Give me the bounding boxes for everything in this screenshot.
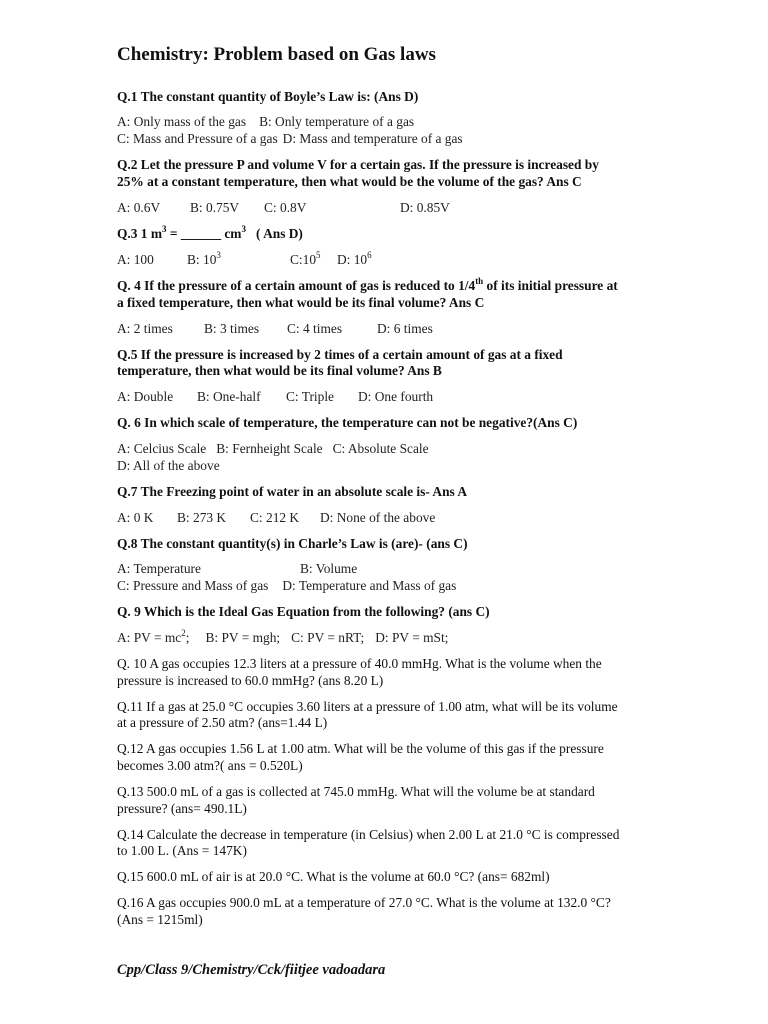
- question-11-line-1: Q.11 If a gas at 25.0 °C occupies 3.60 liters at a pressure of 1.00 atm, what will be its volume: [117, 699, 618, 714]
- question-6: Q. 6 In which scale of temperature, the temperature can not be negative?(Ans C): [117, 415, 578, 430]
- q4-text-b: of its initial pressure at: [483, 278, 618, 293]
- q1-option-d: D: Mass and temperature of a gas: [282, 131, 463, 146]
- q1-option-a: A: Only mass of the gas: [117, 114, 247, 129]
- q9-option-b: B: PV = mgh;: [205, 630, 281, 645]
- question-9: Q. 9 Which is the Ideal Gas Equation from the following? (ans C): [117, 604, 490, 619]
- q4-option-d: D: 6 times: [377, 321, 433, 336]
- question-5-line-1: Q.5 If the pressure is increased by 2 times of a certain amount of gas at a fixed: [117, 347, 563, 362]
- question-12-line-1: Q.12 A gas occupies 1.56 L at 1.00 atm. What will be the volume of this gas if the pressure: [117, 741, 604, 756]
- question-13-line-1: Q.13 500.0 mL of a gas is collected at 745.0 mmHg. What will the volume be at standard: [117, 784, 595, 799]
- q6-option-b: B: Fernheight Scale: [216, 441, 323, 456]
- q4-option-b: B: 3 times: [204, 321, 260, 336]
- q3-option-c: [290, 251, 321, 268]
- q7-option-a: A: 0 K: [117, 510, 154, 525]
- q3-option-d-exp: 6: [367, 249, 372, 260]
- q7-option-d: D: None of the above: [320, 510, 436, 525]
- q5-option-b: B: One-half: [197, 389, 261, 404]
- q9-option-a-exp: 2: [181, 627, 186, 638]
- q5-option-c: C: Triple: [286, 389, 335, 404]
- question-12-line-2: becomes 3.00 atm?( ans = 0.520L): [117, 758, 303, 773]
- q5-option-d: D: One fourth: [358, 389, 434, 404]
- q8-option-b: B: Volume: [300, 561, 358, 576]
- question-5-line-2: temperature, then what would be its final volume? Ans B: [117, 363, 442, 378]
- page-title: Chemistry: Problem based on Gas laws: [117, 44, 436, 65]
- q4-text-a: Q. 4 If the pressure of a certain amount of gas is reduced to 1/4: [117, 278, 476, 293]
- q1-option-c: C: Mass and Pressure of a gas: [117, 131, 278, 146]
- question-14-line-1: Q.14 Calculate the decrease in temperature (in Celsius) when 2.00 L at 21.0 °C is compressed: [117, 827, 620, 842]
- q2-option-d: D: 0.85V: [400, 200, 450, 215]
- question-4-line-1: [117, 277, 618, 294]
- question-16-line-2: (Ans = 1215ml): [117, 912, 203, 927]
- q3-answer: ( Ans D): [245, 226, 303, 241]
- q9-options: [117, 629, 448, 646]
- q3-option-a: A: 100: [117, 252, 154, 267]
- question-3: [117, 225, 303, 242]
- question-15: Q.15 600.0 mL of air is at 20.0 °C. What is the volume at 60.0 °C? (ans= 682ml): [117, 869, 550, 884]
- q4-option-c: C: 4 times: [287, 321, 343, 336]
- q9-option-a-base: A: PV = mc: [117, 630, 182, 645]
- q7-option-b: B: 273 K: [177, 510, 227, 525]
- q3-option-b: [187, 251, 221, 268]
- q3-option-c-exp: 5: [316, 249, 321, 260]
- q3-superscript-1: 3: [162, 223, 167, 234]
- q6-option-d: D: All of the above: [117, 458, 220, 473]
- q3-option-d: [337, 251, 372, 268]
- question-4-line-2: a fixed temperature, then what would be its final volume? Ans C: [117, 295, 485, 310]
- q2-option-a: A: 0.6V: [117, 200, 161, 215]
- q8-options-row2: [117, 577, 456, 594]
- question-2-line-2: 25% at a constant temperature, then what would be the volume of the gas? Ans C: [117, 174, 582, 189]
- q3-text-prefix: Q.3 1 m: [117, 226, 163, 241]
- question-1: Q.1 The constant quantity of Boyle’s Law is: (Ans D): [117, 89, 419, 104]
- question-10-line-2: pressure is increased to 60.0 mmHg? (ans 8.20 L): [117, 673, 384, 688]
- q1-options-row2: [117, 130, 463, 147]
- q8-option-d: D: Temperature and Mass of gas: [282, 578, 457, 593]
- question-14-line-2: to 1.00 L. (Ans = 147K): [117, 843, 247, 858]
- q7-option-c: C: 212 K: [250, 510, 300, 525]
- question-11-line-2: at a pressure of 2.50 atm? (ans=1.44 L): [117, 715, 328, 730]
- question-13-line-2: pressure? (ans= 490.1L): [117, 801, 247, 816]
- q2-option-c: C: 0.8V: [264, 200, 307, 215]
- question-10-line-1: Q. 10 A gas occupies 12.3 liters at a pressure of 40.0 mmHg. What is the volume when the: [117, 656, 602, 671]
- q3-option-b-exp: 3: [216, 249, 221, 260]
- page-footer: Cpp/Class 9/Chemistry/Cck/fiitjee vadoadara: [117, 962, 386, 978]
- question-2-line-1: Q.2 Let the pressure P and volume V for a certain gas. If the pressure is increased by: [117, 157, 599, 172]
- q2-option-b: B: 0.75V: [190, 200, 240, 215]
- q6-option-a: A: Celcius Scale: [117, 441, 207, 456]
- q3-option-b-base: B: 10: [187, 252, 217, 267]
- q9-option-c: C: PV = nRT;: [291, 630, 365, 645]
- q3-option-c-base: C:10: [290, 252, 317, 267]
- q5-option-a: A: Double: [117, 389, 174, 404]
- question-16-line-1: Q.16 A gas occupies 900.0 mL at a temperature of 27.0 °C. What is the volume at 132.0 °C?: [117, 895, 611, 910]
- q6-options-row1: [117, 440, 429, 457]
- q8-option-c: C: Pressure and Mass of gas: [117, 578, 269, 593]
- q9-option-a: [117, 627, 190, 645]
- q6-option-c: C: Absolute Scale: [332, 441, 429, 456]
- q4-option-a: A: 2 times: [117, 321, 173, 336]
- q1-options-row1: [117, 113, 414, 130]
- q9-option-a-end: ;: [185, 630, 190, 645]
- q3-text-mid: = ______ cm: [166, 226, 242, 241]
- q3-option-d-base: D: 10: [337, 252, 368, 267]
- q1-option-b: B: Only temperature of a gas: [259, 114, 415, 129]
- question-7: Q.7 The Freezing point of water in an absolute scale is- Ans A: [117, 484, 468, 499]
- q4-superscript: th: [475, 275, 484, 286]
- q3-superscript-2: 3: [241, 223, 246, 234]
- q9-option-d: D: PV = mSt;: [375, 630, 449, 645]
- q8-option-a: A: Temperature: [117, 561, 201, 576]
- question-8: Q.8 The constant quantity(s) in Charle’s Law is (are)- (ans C): [117, 536, 468, 551]
